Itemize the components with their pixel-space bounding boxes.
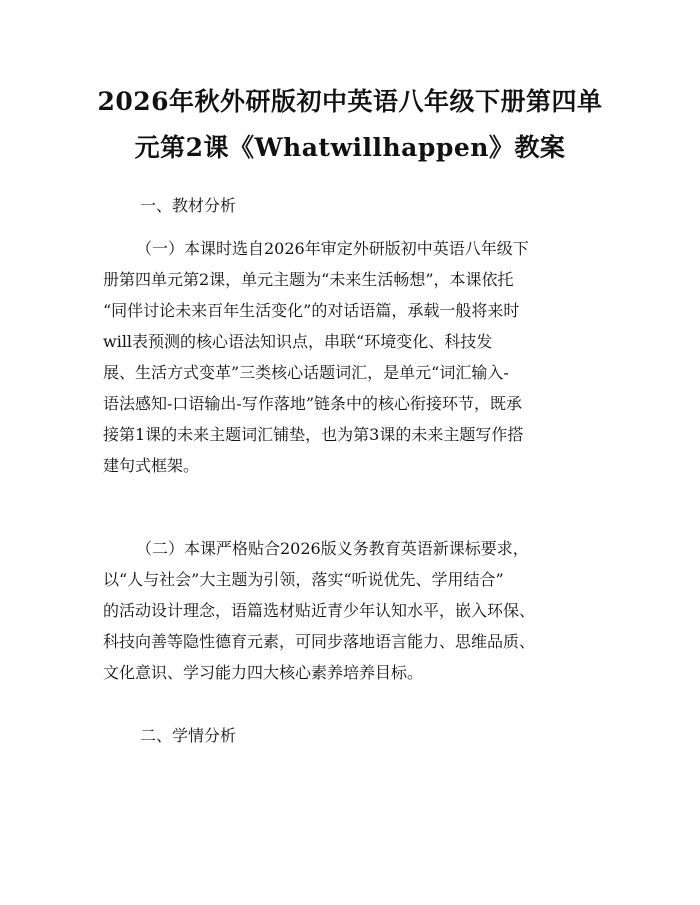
section-heading-textbook-analysis: 一、教材分析 [140, 196, 237, 215]
section-heading-student-analysis: 二、学情分析 [140, 726, 237, 745]
paragraph-line: 建句式框架。 [103, 456, 200, 475]
paragraph-line: 文化意识、学习能力四大核心素养培养目标。 [103, 663, 424, 682]
paragraph-line: 科技向善等隐性德育元素，可同步落地语言能力、思维品质、 [103, 632, 536, 651]
document-title-line-2: 元第2课《Whatwillhappen》教案 [134, 133, 566, 162]
paragraph-line: 册第四单元第2课，单元主题为“未来生活畅想”，本课依托 [103, 270, 514, 289]
paragraph-textbook-analysis-1 [103, 233, 603, 481]
paragraph-line: 以“人与社会”大主题为引领，落实“听说优先、学用结合” [103, 570, 504, 589]
paragraph-line: 展、生活方式变革”三类核心话题词汇，是单元“词汇输入- [103, 363, 509, 382]
paragraph-line: 接第1课的未来主题词汇铺垫，也为第3课的未来主题写作搭 [103, 425, 524, 444]
paragraph-line: 语法感知-口语输出-写作落地”链条中的核心衔接环节，既承 [103, 394, 522, 413]
paragraph-line: 的活动设计理念，语篇选材贴近青少年认知水平，嵌入环保、 [103, 601, 536, 620]
paragraph-line: （一）本课时选自2026年审定外研版初中英语八年级下 [136, 239, 529, 258]
paragraph-line: （二）本课严格贴合2026版义务教育英语新课标要求， [136, 539, 529, 558]
paragraph-textbook-analysis-2 [103, 533, 603, 688]
paragraph-line: “同伴讨论未来百年生活变化”的对话语篇，承载一般将来时 [103, 301, 520, 320]
document-title-line-1: 2026年秋外研版初中英语八年级下册第四单 [97, 87, 603, 116]
paragraph-line: will表预测的核心语法知识点，串联“环境变化、科技发 [103, 332, 493, 351]
